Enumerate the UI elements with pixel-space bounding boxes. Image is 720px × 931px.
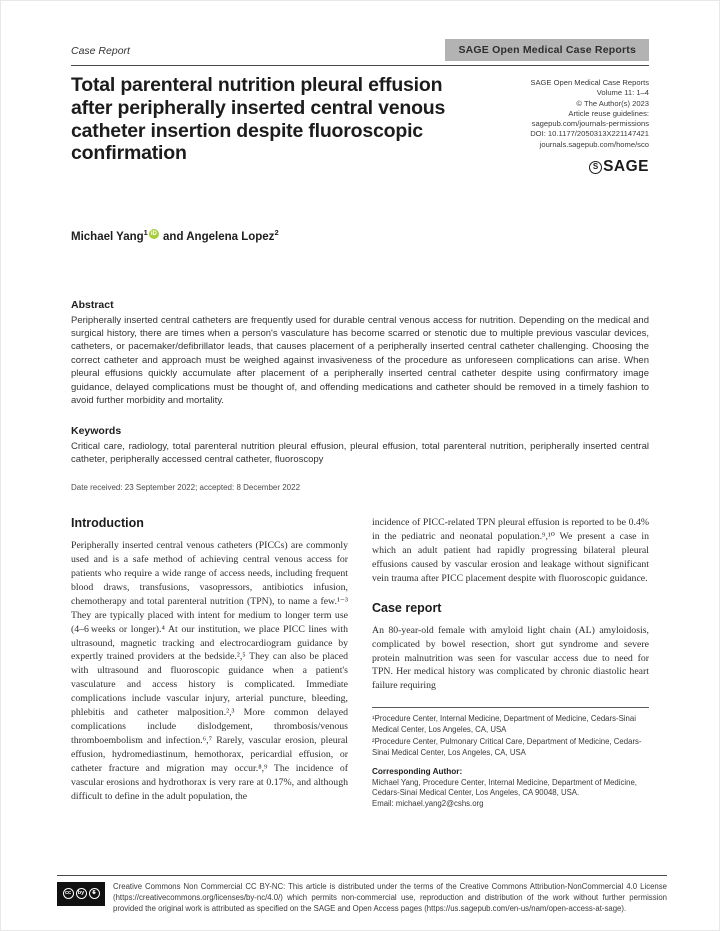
introduction-paragraph: Peripherally inserted central venous catheters (PICCs) are commonly used and is a safe method of achieving central venous access for patients who require a wide range of access needs, including frequent blood draws, transfusions, vasopressors, antibiotics infusion, chemotherapy and total parenteral nutrition (TPN), to name a few.¹⁻³ They are typically placed with intent for medium to longer term use (4–6 weeks or longer).⁴ At our institution, we place PICC lines with ultrasound, magnetic tracking and electrocardiogram guidance by expertly trained providers at the bedside.²,⁵ They can also be placed with ultrasound and fluoroscopic guidance when a patient's vasculature and access history is complicated. Immediate complications include vascular injury, arterial puncture, bleeding, phlebitis and catheter malposition.²,³ More common delayed complications include dislodgement, thrombosis/venous thromboembolism and infection.⁶,⁷ Rarely, vascular erosion, pleural effusion, hydromediastinum, hemothorax, pericardial effusion, or catheter fracture and migration may occur.⁸,⁹ The incidence of vascular erosions and hydrothorax is very rare at 0.17%, and although difficult to define in the adult population, the bbox=[71, 539, 348, 803]
orcid-icon[interactable]: iD bbox=[150, 230, 157, 237]
introduction-paragraph-continued: incidence of PICC-related TPN pleural effusion is reported to be 0.4% in the pediatric and neonatal population.⁹,¹⁰ We present a case in which an adult patient had rapidly progressing bilateral pleural effusions caused by vascular erosion and leakage without significant vein trauma after PICC placement despite with fluoroscopic guidance. bbox=[372, 516, 649, 584]
cc-license-badge bbox=[57, 882, 105, 906]
article-type-label: Case Report bbox=[71, 45, 130, 57]
introduction-heading: Introduction bbox=[71, 515, 144, 530]
title-meta-row bbox=[71, 74, 649, 178]
cc-icon: cc bbox=[63, 888, 74, 899]
header-divider bbox=[71, 65, 649, 66]
case-report-heading: Case report bbox=[372, 600, 442, 615]
abstract-section bbox=[71, 299, 649, 408]
affiliation-1: ¹Procedure Center, Internal Medicine, Department of Medicine, Cedars-Sinai Medical Center, Los Angeles, CA, USA bbox=[372, 714, 636, 735]
right-column bbox=[372, 516, 649, 810]
keywords-section bbox=[71, 425, 649, 467]
page-content bbox=[71, 39, 649, 810]
keywords-text: Critical care, radiology, total parenteral nutrition pleural effusion, pleural effusion, total parenteral nutrition, peripherally inserted central catheter, peripherally accessed central catheter, fluoroscopy bbox=[71, 440, 649, 466]
author-connector: and bbox=[159, 230, 187, 243]
cc-nc-icon: $ bbox=[89, 888, 100, 899]
footnotes-block bbox=[372, 707, 649, 810]
case-report-paragraph: An 80-year-old female with amyloid light chain (AL) amyloidosis, complicated by bowel resection, short gut syndrome and severe protein malnutrition was seen for vascular access due to need for TPN. Her medical history was complicated by chronic diastolic heart failure requiring bbox=[372, 624, 649, 692]
author-1-affil-sup: 1 bbox=[143, 227, 148, 237]
author-2-name: Angelena Lopez bbox=[186, 230, 275, 243]
keywords-heading: Keywords bbox=[71, 424, 122, 437]
meta-reuse-label: Article reuse guidelines: bbox=[568, 108, 649, 118]
sage-logo bbox=[477, 157, 649, 178]
permissions-link[interactable]: sagepub.com/journals-permissions bbox=[531, 119, 649, 128]
journal-meta-block bbox=[477, 74, 649, 178]
license-text: Creative Commons Non Commercial CC BY-NC: This article is distributed under the terms of the Creative Commons Attribution-NonCommercial 4.0 License (https://creativecommons.org/licenses/by-nc/4.0/) which permits non-commercial use, reproduction and distribution of the work without further permission provided the original work is attributed as specified on the SAGE and Open Access pages (https://us.sagepub.com/en-us/nam/open-access-at-sage). bbox=[113, 881, 667, 913]
journal-home-link[interactable]: journals.sagepub.com/home/sco bbox=[539, 139, 649, 149]
abstract-text: Peripherally inserted central catheters are frequently used for durable central venous access for nutrition. Depending on the medical and surgical history, there are times when a person's vasculature has become scarred or stenotic due to multiple previous vascular devices, catheters, or pacemaker/defibrillator leads, that causes placement of a peripherally inserted central catheter challenging. Choosing the correct catheter and approach must be weighed against invasiveness of the procedure as unforeseen complications can arise. When pleural effusions quickly accumulate after placement of a peripherally inserted central catheter despite using confirmatory image guidance, delayed complications must be thought of, and offending medications and catheter should be removed in a timely fashion to avoid further morbidity and mortality. bbox=[71, 314, 649, 407]
corresponding-author-heading: Corresponding Author: bbox=[372, 767, 463, 777]
meta-doi: DOI: 10.1177/2050313X221147421 bbox=[530, 129, 649, 139]
abstract-heading: Abstract bbox=[71, 298, 114, 311]
paper-title: Total parenteral nutrition pleural effusion after peripherally inserted central venous catheter insertion despite fluoroscopic confirmation bbox=[71, 74, 446, 165]
dates-line: Date received: 23 September 2022; accepted: 8 December 2022 bbox=[71, 482, 301, 492]
author-2-affil-sup: 2 bbox=[274, 227, 279, 237]
author-line bbox=[71, 228, 649, 243]
page-header bbox=[71, 39, 649, 61]
article-body bbox=[71, 516, 649, 810]
license-footer bbox=[57, 875, 667, 914]
journal-badge: SAGE Open Medical Case Reports bbox=[445, 39, 649, 61]
meta-volume: Volume 11: 1–4 bbox=[596, 88, 649, 98]
corresponding-email-link[interactable]: Email: michael.yang2@cshs.org bbox=[372, 799, 484, 809]
corresponding-author-text: Michael Yang, Procedure Center, Internal Medicine, Department of Medicine, Cedars-Sinai Medical Center, Los Angeles, CA 90048, USA. bbox=[372, 777, 637, 798]
meta-journal-name: SAGE Open Medical Case Reports bbox=[530, 78, 649, 87]
cc-by-icon: by bbox=[76, 888, 87, 899]
left-column bbox=[71, 516, 348, 810]
meta-copyright: © The Author(s) 2023 bbox=[576, 98, 649, 108]
author-1-name: Michael Yang bbox=[71, 230, 144, 243]
sage-logo-icon: S bbox=[589, 161, 602, 174]
sage-logo-word: SAGE bbox=[603, 157, 649, 175]
affiliation-2: ²Procedure Center, Pulmonary Critical Care, Department of Medicine, Cedars-Sinai Medical Center, Los Angeles, CA, USA bbox=[372, 736, 642, 757]
